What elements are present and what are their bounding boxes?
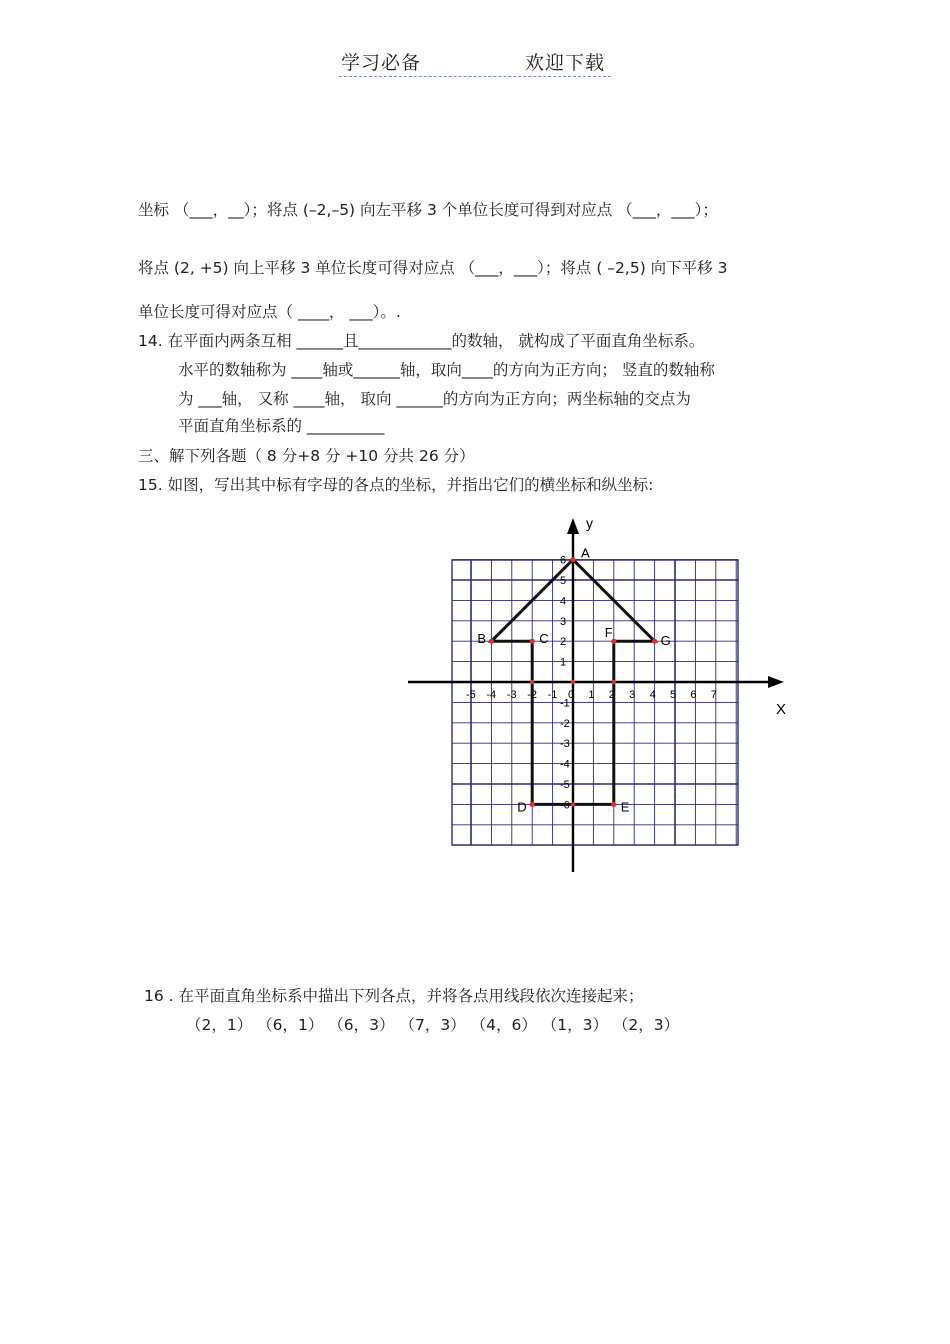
point-marker-d — [530, 802, 535, 807]
y-tick-label: 5 — [560, 575, 567, 587]
x-tick-label: -1 — [547, 689, 558, 701]
axis-mark — [530, 680, 534, 684]
axis-mark — [571, 680, 575, 684]
coordinate-figure — [400, 508, 800, 878]
axis-mark — [612, 680, 616, 684]
point-label-b: B — [477, 631, 487, 647]
question-14-line-3: 为 ___轴， 又称 ____轴， 取向 ______的方向为正方向；两坐标轴的交点为 — [178, 390, 691, 408]
x-tick-label: -4 — [486, 689, 497, 701]
y-axis-label: y — [586, 515, 593, 531]
question-16-text: 16 . 在平面直角坐标系中描出下列各点，并将各点用线段依次连接起来； — [144, 987, 644, 1005]
x-tick-label: 5 — [670, 689, 677, 701]
axis-mark — [571, 802, 575, 806]
x-tick-label: 4 — [649, 689, 656, 701]
point-marker-e — [611, 802, 616, 807]
y-tick-label: 1 — [560, 656, 567, 669]
y-tick-label: 6 — [560, 554, 567, 567]
page-header — [339, 46, 611, 77]
x-tick-label: -2 — [527, 689, 537, 701]
text-line-1: 坐标 （___，__）；将点 (–2,–5) 向左平移 3 个单位长度可得到对应点 （___，___）； — [138, 201, 718, 219]
x-tick-label: 2 — [608, 689, 615, 701]
question-16-points: （2，1） （6，1） （6，3） （7，3） （4，6） （1，3） （2，3） — [186, 1016, 680, 1034]
x-tick-label: 3 — [629, 689, 636, 701]
y-tick-label: 4 — [560, 595, 567, 608]
x-tick-label: 6 — [690, 689, 697, 701]
y-tick-label: -3 — [560, 738, 570, 751]
y-tick-label: 3 — [560, 615, 567, 628]
point-label-f: F — [604, 625, 613, 641]
point-label-e: E — [620, 799, 630, 815]
x-axis-arrow — [768, 676, 784, 688]
y-tick-label: -4 — [560, 758, 570, 771]
y-tick-label: 2 — [560, 636, 567, 649]
point-label-g: G — [660, 633, 671, 649]
point-marker-g — [652, 639, 657, 644]
x-axis-label: X — [776, 701, 787, 718]
point-marker-c — [530, 639, 535, 644]
point-label-c: C — [539, 631, 549, 647]
y-tick-label: -5 — [560, 779, 570, 791]
text-line-2: 将点 (2, +5) 向上平移 3 单位长度可得对应点 （___，___）；将点 ( –2,5) 向下平移 3 — [138, 259, 728, 277]
point-marker-b — [489, 639, 494, 644]
header-left-text: 学习必备 — [341, 52, 422, 74]
x-tick-label: 7 — [710, 689, 717, 701]
question-14-line-4: 平面直角坐标系的 __________ — [178, 417, 385, 435]
y-tick-label: -6 — [560, 799, 570, 812]
x-tick-label: -5 — [466, 689, 476, 701]
header-right-text: 欢迎下载 — [525, 52, 606, 74]
text-line-3: 单位长度可得对应点（ ____， ___）。. — [138, 303, 401, 321]
question-14-line-1: 14. 在平面内两条互相 ______且____________的数轴， 就构成了平面直角坐标系。 — [138, 332, 705, 350]
x-tick-label: -3 — [506, 689, 517, 701]
section-three-heading: 三、解下列各题（ 8 分+8 分 +10 分共 26 分） — [138, 447, 475, 465]
y-tick-label: -1 — [560, 697, 570, 710]
coordinate-grid-svg — [400, 508, 800, 878]
y-axis-arrow — [567, 518, 579, 534]
x-tick-label: 1 — [588, 689, 595, 701]
question-14-line-2: 水平的数轴称为 ____轴或______轴，取向____的方向为正方向； 竖直的数轴称 — [178, 361, 715, 379]
y-tick-label: -2 — [560, 717, 570, 730]
x-tick-label: 0 — [568, 689, 575, 701]
point-label-d: D — [517, 799, 527, 815]
question-15-text: 15. 如图，写出其中标有字母的各点的坐标，并指出它们的横坐标和纵坐标: — [138, 476, 654, 494]
point-label-a: A — [581, 545, 590, 561]
point-marker-a — [570, 557, 575, 562]
